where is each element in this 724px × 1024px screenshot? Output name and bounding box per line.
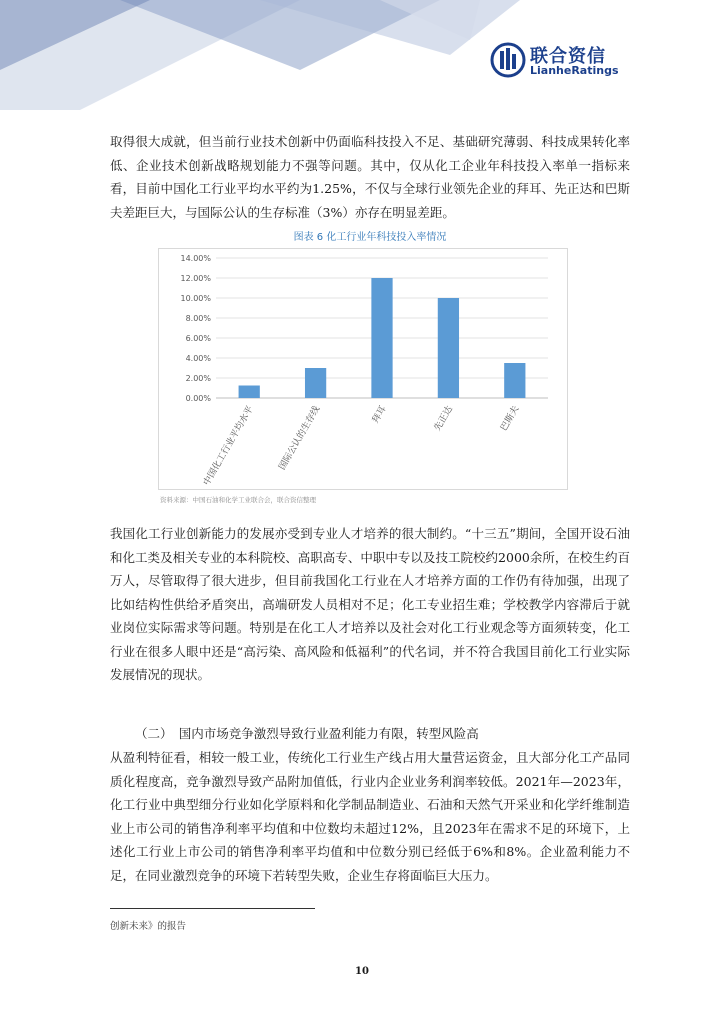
y-tick-label: 0.00% <box>185 394 211 403</box>
section-heading: （二） 国内市场竞争激烈导致行业盈利能力有限，转型风险高 <box>135 726 479 741</box>
y-tick-label: 14.00% <box>180 254 211 263</box>
bar <box>438 298 459 398</box>
logo-english-name: LianheRatings <box>530 64 619 77</box>
paragraph-talent-training: 我国化工行业创新能力的发展亦受到专业人才培养的很大制约。“十三五”期间，全国开设石油和化工类及相关专业的本科院校、高职高专、中职中专以及技工院校约2000余所，在校生约百万人，尽管取得了很大进步，但目前我国化工行业在人才培养方面的工作仍有待加强，出现了比如结构性供给矛盾突出，高端研发人员相对不足；化工专业招生难；学校教学内容滞后于就业岗位实际需求等问题。特别是在化工人才培养以及社会对化工行业观念等方面须转变，化工行业在很多人眼中还是“高污染、高风险和低福利”的代名词，并不符合我国目前化工行业实际发展情况的现状。 <box>110 526 630 682</box>
chart-caption: 图表 6 化工行业年科技投入率情况 <box>293 232 447 243</box>
x-tick-label: 拜耳 <box>370 404 389 426</box>
x-tick-label: 国际公认的生存线 <box>277 404 323 472</box>
bar <box>239 386 260 399</box>
x-tick-label: 巴斯夫 <box>499 404 522 433</box>
paragraph-profitability: 从盈利特征看，相较一般工业，传统化工行业生产线占用大量营运资金，且大部分化工产品同质化程度高，竞争激烈导致产品附加值低，行业内企业业务利润率较低。2021年—2023年，化工行业中典型细分行业如化学原料和化学制品制造业、石油和天然气开采业和化学纤维制造业上市公司的销售净利率平均值和中位数均未超过12%，且2023年在需求不足的环境下，上述化工行业上市公司的销售净利率平均值和中位数分别已经低于6%和8%。企业盈利能力不足，在同业激烈竞争的环境下若转型失败，企业生存将面临巨大压力。 <box>110 750 630 883</box>
y-tick-label: 10.00% <box>180 294 211 303</box>
bar <box>504 363 525 398</box>
chart-container <box>158 248 568 490</box>
bar <box>305 368 326 398</box>
x-tick-label: 中国化工行业平均水平 <box>202 404 256 488</box>
logo-chinese-name: 联合资信 <box>530 46 606 67</box>
page-number: 10 <box>355 966 369 977</box>
y-tick-label: 4.00% <box>185 354 211 363</box>
footnote-text: 创新未来》的报告 <box>110 921 187 932</box>
y-tick-label: 12.00% <box>180 274 211 283</box>
y-tick-label: 2.00% <box>185 374 211 383</box>
lianhe-logo-mark <box>490 42 526 78</box>
chart-source-note: 资料来源：中国石油和化学工业联合会，联合资信整理 <box>160 496 316 504</box>
tech-investment-bar-chart <box>158 248 568 490</box>
y-tick-label: 8.00% <box>185 314 211 323</box>
paragraph-tech-investment: 取得很大成就，但当前行业技术创新中仍面临科技投入不足、基础研究薄弱、科技成果转化率低、企业技术创新战略规划能力不强等问题。其中，仅从化工企业年科技投入率单一指标来看，目前中国化工行业平均水平约为1.25%，不仅与全球行业领先企业的拜耳、先正达和巴斯夫差距巨大，与国际公认的生存标准（3%）亦存在明显差距。 <box>110 134 630 220</box>
x-tick-label: 先正达 <box>432 404 455 433</box>
lianhe-logo <box>490 42 620 82</box>
bar <box>371 278 392 398</box>
footnote-divider <box>110 908 315 909</box>
y-tick-label: 6.00% <box>185 334 211 343</box>
